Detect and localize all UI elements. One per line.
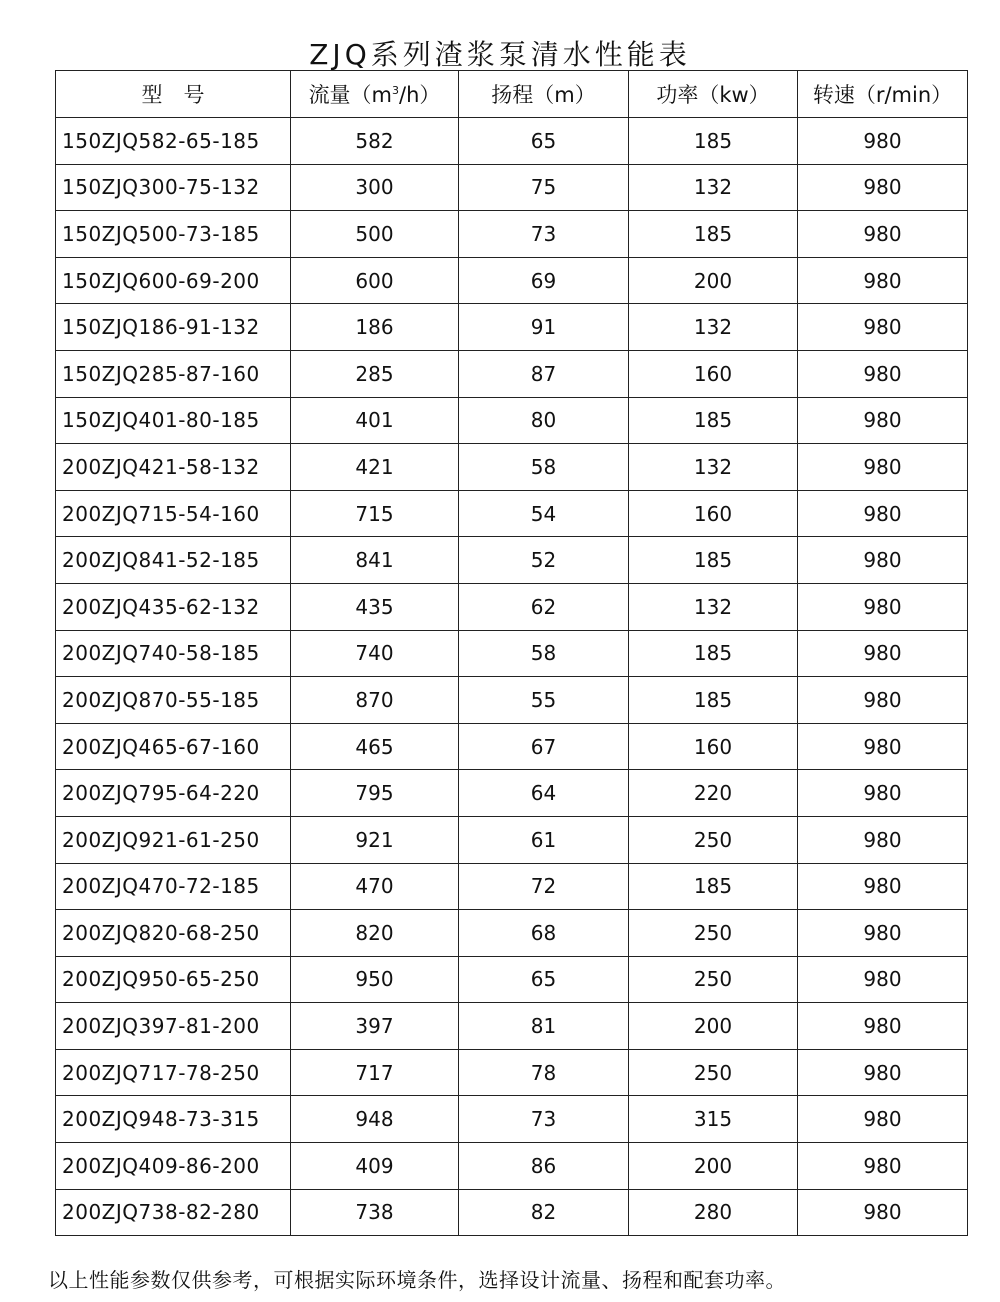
cell-model: 200ZJQ921-61-250 [56, 816, 291, 863]
cell-power: 132 [629, 583, 798, 630]
performance-table [55, 70, 968, 1236]
cell-speed: 980 [798, 1096, 968, 1143]
cell-flow: 285 [291, 350, 459, 397]
cell-head: 67 [459, 723, 629, 770]
page-title: ZJQ系列渣浆泵清水性能表 [309, 37, 691, 71]
cell-head: 65 [459, 118, 629, 165]
cell-power: 185 [629, 677, 798, 724]
cell-flow: 740 [291, 630, 459, 677]
cell-flow: 500 [291, 211, 459, 258]
table-row [56, 583, 968, 630]
cell-speed: 980 [798, 537, 968, 584]
cell-flow: 600 [291, 257, 459, 304]
cell-speed: 980 [798, 304, 968, 351]
table-row [56, 350, 968, 397]
cell-model: 200ZJQ465-67-160 [56, 723, 291, 770]
cell-power: 200 [629, 1143, 798, 1190]
cell-speed: 980 [798, 910, 968, 957]
cell-power: 160 [629, 723, 798, 770]
cell-model: 200ZJQ820-68-250 [56, 910, 291, 957]
table-row [56, 1003, 968, 1050]
cell-flow: 950 [291, 956, 459, 1003]
cell-speed: 980 [798, 770, 968, 817]
table-body [56, 118, 968, 1236]
table-row [56, 211, 968, 258]
cell-flow: 465 [291, 723, 459, 770]
table-row [56, 630, 968, 677]
cell-flow: 715 [291, 490, 459, 537]
cell-power: 250 [629, 1049, 798, 1096]
cell-flow: 870 [291, 677, 459, 724]
cell-model: 150ZJQ401-80-185 [56, 397, 291, 444]
cell-power: 315 [629, 1096, 798, 1143]
cell-speed: 980 [798, 164, 968, 211]
cell-model: 150ZJQ582-65-185 [56, 118, 291, 165]
cell-flow: 841 [291, 537, 459, 584]
cell-speed: 980 [798, 444, 968, 491]
table-row [56, 118, 968, 165]
cell-flow: 397 [291, 1003, 459, 1050]
cell-model: 200ZJQ470-72-185 [56, 863, 291, 910]
cell-flow: 435 [291, 583, 459, 630]
cell-model: 200ZJQ740-58-185 [56, 630, 291, 677]
cell-head: 64 [459, 770, 629, 817]
cell-head: 82 [459, 1189, 629, 1236]
cell-model: 150ZJQ186-91-132 [56, 304, 291, 351]
cell-model: 150ZJQ300-75-132 [56, 164, 291, 211]
cell-power: 250 [629, 956, 798, 1003]
cell-model: 200ZJQ397-81-200 [56, 1003, 291, 1050]
cell-flow: 738 [291, 1189, 459, 1236]
cell-speed: 980 [798, 257, 968, 304]
table-row [56, 816, 968, 863]
cell-speed: 980 [798, 630, 968, 677]
table-row [56, 1049, 968, 1096]
cell-flow: 300 [291, 164, 459, 211]
cell-power: 185 [629, 118, 798, 165]
cell-model: 200ZJQ409-86-200 [56, 1143, 291, 1190]
table-row [56, 770, 968, 817]
table-row [56, 397, 968, 444]
cell-head: 73 [459, 211, 629, 258]
cell-speed: 980 [798, 956, 968, 1003]
cell-power: 185 [629, 630, 798, 677]
cell-head: 75 [459, 164, 629, 211]
header-flow-prefix: 流量（m [308, 83, 393, 107]
cell-head: 68 [459, 910, 629, 957]
header-head: 扬程（m） [459, 71, 629, 118]
cell-power: 132 [629, 304, 798, 351]
cell-speed: 980 [798, 1143, 968, 1190]
table-row [56, 304, 968, 351]
cell-head: 91 [459, 304, 629, 351]
header-power: 功率（kw） [629, 71, 798, 118]
table-row [56, 537, 968, 584]
cell-power: 132 [629, 164, 798, 211]
cell-model: 200ZJQ948-73-315 [56, 1096, 291, 1143]
table-row [56, 490, 968, 537]
cell-power: 220 [629, 770, 798, 817]
cell-speed: 980 [798, 863, 968, 910]
cell-head: 62 [459, 583, 629, 630]
footnote: 以上性能参数仅供参考，可根据实际环境条件，选择设计流量、扬程和配套功率。 [48, 1268, 786, 1292]
cell-head: 69 [459, 257, 629, 304]
cell-flow: 470 [291, 863, 459, 910]
cell-speed: 980 [798, 816, 968, 863]
cell-flow: 717 [291, 1049, 459, 1096]
cell-speed: 980 [798, 118, 968, 165]
cell-speed: 980 [798, 397, 968, 444]
table-header-row [56, 71, 968, 118]
cell-speed: 980 [798, 490, 968, 537]
cell-speed: 980 [798, 1049, 968, 1096]
cell-power: 132 [629, 444, 798, 491]
cell-model: 150ZJQ600-69-200 [56, 257, 291, 304]
table-row [56, 910, 968, 957]
table-row [56, 956, 968, 1003]
cell-model: 200ZJQ717-78-250 [56, 1049, 291, 1096]
cell-head: 87 [459, 350, 629, 397]
cell-model: 200ZJQ421-58-132 [56, 444, 291, 491]
table-row [56, 1189, 968, 1236]
cell-power: 250 [629, 910, 798, 957]
cell-model: 200ZJQ715-54-160 [56, 490, 291, 537]
cell-head: 81 [459, 1003, 629, 1050]
header-speed: 转速（r/min） [798, 71, 968, 118]
table-row [56, 677, 968, 724]
cell-speed: 980 [798, 1189, 968, 1236]
cell-flow: 948 [291, 1096, 459, 1143]
cell-flow: 421 [291, 444, 459, 491]
cell-speed: 980 [798, 723, 968, 770]
cell-model: 200ZJQ841-52-185 [56, 537, 291, 584]
cell-speed: 980 [798, 1003, 968, 1050]
cell-head: 65 [459, 956, 629, 1003]
cell-flow: 921 [291, 816, 459, 863]
cell-head: 52 [459, 537, 629, 584]
header-flow [291, 71, 459, 118]
cell-model: 150ZJQ500-73-185 [56, 211, 291, 258]
cell-speed: 980 [798, 583, 968, 630]
cell-power: 185 [629, 211, 798, 258]
cell-power: 185 [629, 537, 798, 584]
cell-head: 73 [459, 1096, 629, 1143]
cell-head: 86 [459, 1143, 629, 1190]
cell-flow: 186 [291, 304, 459, 351]
table-row [56, 1143, 968, 1190]
header-flow-sup: 3 [392, 84, 400, 97]
table-row [56, 444, 968, 491]
cell-flow: 401 [291, 397, 459, 444]
cell-head: 78 [459, 1049, 629, 1096]
cell-head: 55 [459, 677, 629, 724]
header-model: 型 号 [56, 71, 291, 118]
cell-head: 80 [459, 397, 629, 444]
cell-model: 200ZJQ795-64-220 [56, 770, 291, 817]
table-row [56, 164, 968, 211]
cell-model: 200ZJQ738-82-280 [56, 1189, 291, 1236]
cell-flow: 582 [291, 118, 459, 165]
cell-flow: 795 [291, 770, 459, 817]
cell-model: 150ZJQ285-87-160 [56, 350, 291, 397]
cell-power: 280 [629, 1189, 798, 1236]
cell-power: 200 [629, 1003, 798, 1050]
header-flow-suffix: /h） [399, 83, 441, 107]
cell-power: 160 [629, 350, 798, 397]
cell-head: 58 [459, 444, 629, 491]
cell-speed: 980 [798, 677, 968, 724]
cell-power: 185 [629, 397, 798, 444]
cell-power: 160 [629, 490, 798, 537]
cell-head: 72 [459, 863, 629, 910]
cell-power: 185 [629, 863, 798, 910]
cell-flow: 409 [291, 1143, 459, 1190]
table-row [56, 257, 968, 304]
cell-speed: 980 [798, 211, 968, 258]
cell-model: 200ZJQ950-65-250 [56, 956, 291, 1003]
cell-model: 200ZJQ870-55-185 [56, 677, 291, 724]
cell-power: 200 [629, 257, 798, 304]
cell-head: 54 [459, 490, 629, 537]
cell-flow: 820 [291, 910, 459, 957]
cell-power: 250 [629, 816, 798, 863]
cell-head: 58 [459, 630, 629, 677]
cell-model: 200ZJQ435-62-132 [56, 583, 291, 630]
cell-speed: 980 [798, 350, 968, 397]
table-row [56, 723, 968, 770]
table-row [56, 1096, 968, 1143]
cell-head: 61 [459, 816, 629, 863]
table-row [56, 863, 968, 910]
